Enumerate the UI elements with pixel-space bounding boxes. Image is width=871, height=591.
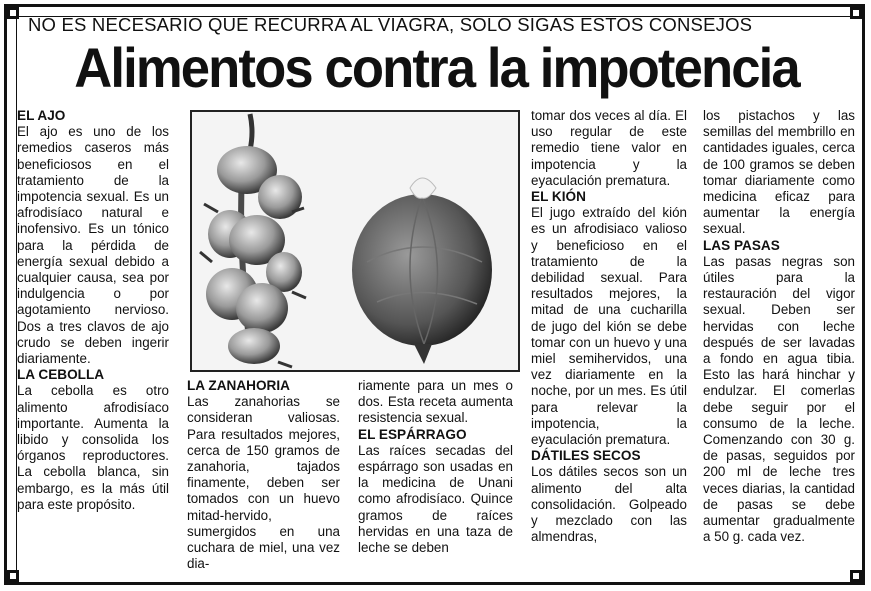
section-body-datiles: Los dátiles secos son un alimento del alta consolidación. Golpeado y mezclado con las almendras, [531, 464, 687, 545]
section-heading-pasas: LAS PASAS [703, 237, 780, 253]
section-body-pasas: Las pasas negras son útiles para la restauración del vigor sexual. Deben ser hervidas con leche después de ser lavadas a fondo en agua tibia. Esto las hará hinchar y endulzar. El comerlas debe seguir por el consumo de la leche. Comenzando con 30 g. de pasas, seguidos por 200 ml de leche tres veces diarias, la cantidad de pasas se debe aumentar gradualmente a 50 g. cada vez. [703, 253, 855, 545]
column-5 [703, 108, 855, 545]
section-body-esparrago-cont: tomar dos veces al día. El uso regular de este remedio tiene valor en impotencia y la eyaculación prematura. [531, 108, 687, 188]
section-heading-datiles: DÁTILES SECOS [531, 448, 641, 464]
column-3 [358, 378, 513, 556]
kicker: NO ES NECESARIO QUE RECURRA AL VIAGRA, SOLO SIGAS ESTOS CONSEJOS [28, 14, 753, 35]
section-body-ajo: El ajo es uno de los remedios caseros más beneficiosos en el tratamiento de la impotencia sexual. Es un afrodisíaco natural e inofensivo. Es un tónico para la pérdida de energía sexual debido a cualquier causa, sea por indulgencia o por agotamiento nervioso. Dos a tres clavos de ajo crudo se deben ingerir diariamente. [17, 124, 169, 367]
section-body-kion: El jugo extraído del kión es un afrodisiaco valioso y beneficioso en el tratamiento de la debilidad sexual. Para resultados mejores, la mitad de una cucharilla de jugo del kión se debe tomar con un huevo y una miel semihervidos, una vez diariamente en la noche, por un mes. Es útil para relevar la impotencia, la eyaculación prematura. [531, 205, 687, 448]
headline: Alimentos contra la impotencia [74, 36, 799, 99]
column-1 [17, 108, 169, 513]
section-body-zanahoria-cont: riamente para un mes o dos. Esta receta aumenta resistencia sexual. [358, 378, 513, 426]
garlic-braid-icon [200, 114, 306, 367]
corner-ornament [7, 570, 19, 582]
section-heading-ajo: EL AJO [17, 108, 66, 123]
column-4 [531, 108, 687, 545]
photo-garlic-onion [190, 110, 520, 372]
section-body-zanahoria: Las zanahorias se consideran valiosas. Para resultados mejores, cerca de 150 gramos de zanahoria, tajados finamente, deben ser tomados con un huevo mitad-hervido, sumergidos en una cuchara de miel, una vez dia- [187, 394, 340, 572]
column-2 [187, 378, 340, 572]
section-body-datiles-cont: los pistachos y las semillas del membrillo en cantidades iguales, cerca de 100 gramos se deben tomar diariamente como medicina eficaz para aumentar la energía sexual. [703, 108, 855, 237]
corner-ornament [850, 570, 862, 582]
section-body-esparrago: Las raíces secadas del espárrago son usadas en la medicina de Unani como afrodisíaco. Quince gramos de raíces hervidas en una taza de leche se deben [358, 442, 513, 556]
corner-ornament [850, 7, 862, 19]
section-heading-cebolla: LA CEBOLLA [17, 367, 105, 383]
corner-ornament [7, 7, 19, 19]
section-heading-zanahoria: LA ZANAHORIA [187, 378, 290, 393]
section-heading-kion: EL KIÓN [531, 189, 586, 205]
section-body-cebolla: La cebolla es otro alimento afrodisíaco importante. Aumenta la libido y consolida los órganos reproductores. La cebolla blanca, sin embargo, es la más útil para este propósito. [17, 383, 169, 512]
section-heading-esparrago: EL ESPÁRRAGO [358, 426, 467, 442]
onion-icon [352, 178, 492, 364]
